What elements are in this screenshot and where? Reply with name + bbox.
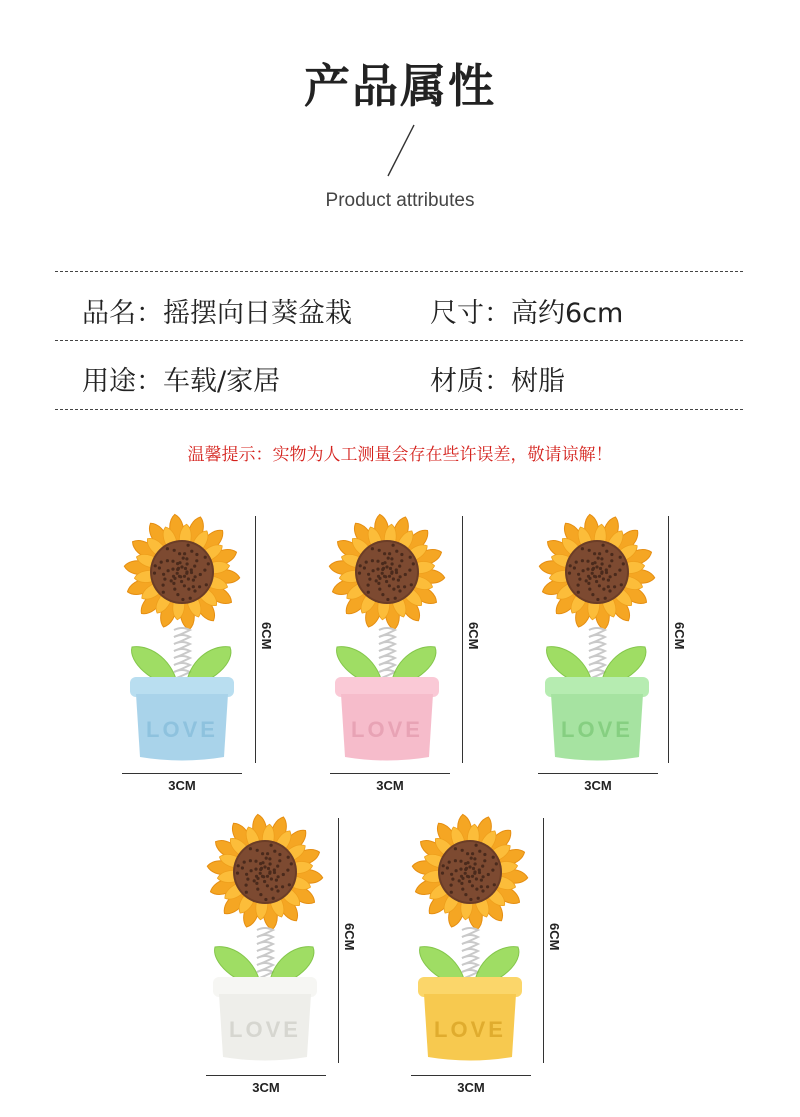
attr-key: 品名： <box>82 298 163 329</box>
height-label: 6CM <box>466 621 481 649</box>
height-measure-line <box>255 516 256 763</box>
sunflower-pot-illustration <box>537 512 657 762</box>
attr-key: 尺寸： <box>430 298 511 329</box>
page-subtitle: Product attributes <box>325 190 475 211</box>
height-measure-line <box>338 818 339 1063</box>
svg-text:LOVE: LOVE <box>561 717 633 742</box>
attr-value: 树脂 <box>511 366 565 397</box>
width-label: 3CM <box>457 1080 485 1095</box>
width-label: 3CM <box>252 1080 280 1095</box>
product-item <box>410 812 530 1062</box>
slash-divider-icon <box>386 123 416 178</box>
attr-value: 车载/家居 <box>163 366 281 397</box>
width-measure-line <box>330 773 450 774</box>
attr-value: 高约6cm <box>511 298 624 329</box>
width-label: 3CM <box>168 778 196 793</box>
width-label: 3CM <box>584 778 612 793</box>
attr-value: 摇摆向日葵盆栽 <box>163 298 352 329</box>
svg-text:LOVE: LOVE <box>146 717 218 742</box>
product-item <box>122 512 242 762</box>
divider <box>55 409 743 410</box>
measurement-notice: 温馨提示：实物为人工测量会存在些许误差，敬请谅解！ <box>187 445 613 465</box>
svg-text:LOVE: LOVE <box>229 1017 301 1042</box>
svg-text:LOVE: LOVE <box>434 1017 506 1042</box>
height-label: 6CM <box>672 621 687 649</box>
sunflower-pot-illustration <box>205 812 325 1062</box>
attr-size <box>430 291 623 330</box>
height-measure-line <box>668 516 669 763</box>
width-measure-line <box>411 1075 531 1076</box>
product-item <box>537 512 657 762</box>
product-item <box>327 512 447 762</box>
sunflower-pot-illustration <box>122 512 242 762</box>
width-measure-line <box>122 773 242 774</box>
divider <box>55 340 743 341</box>
page-title: 产品属性 <box>304 59 496 113</box>
sunflower-pot-illustration <box>410 812 530 1062</box>
attr-usage <box>82 359 280 398</box>
sunflower-pot-illustration <box>327 512 447 762</box>
width-measure-line <box>206 1075 326 1076</box>
width-label: 3CM <box>376 778 404 793</box>
height-measure-line <box>543 818 544 1063</box>
height-label: 6CM <box>342 922 357 950</box>
height-label: 6CM <box>259 621 274 649</box>
svg-text:LOVE: LOVE <box>351 717 423 742</box>
height-label: 6CM <box>547 922 562 950</box>
attr-name <box>82 291 352 330</box>
attr-material <box>430 359 565 398</box>
attr-key: 材质： <box>430 366 511 397</box>
divider <box>55 271 743 272</box>
product-item <box>205 812 325 1062</box>
height-measure-line <box>462 516 463 763</box>
width-measure-line <box>538 773 658 774</box>
attr-key: 用途： <box>82 366 163 397</box>
